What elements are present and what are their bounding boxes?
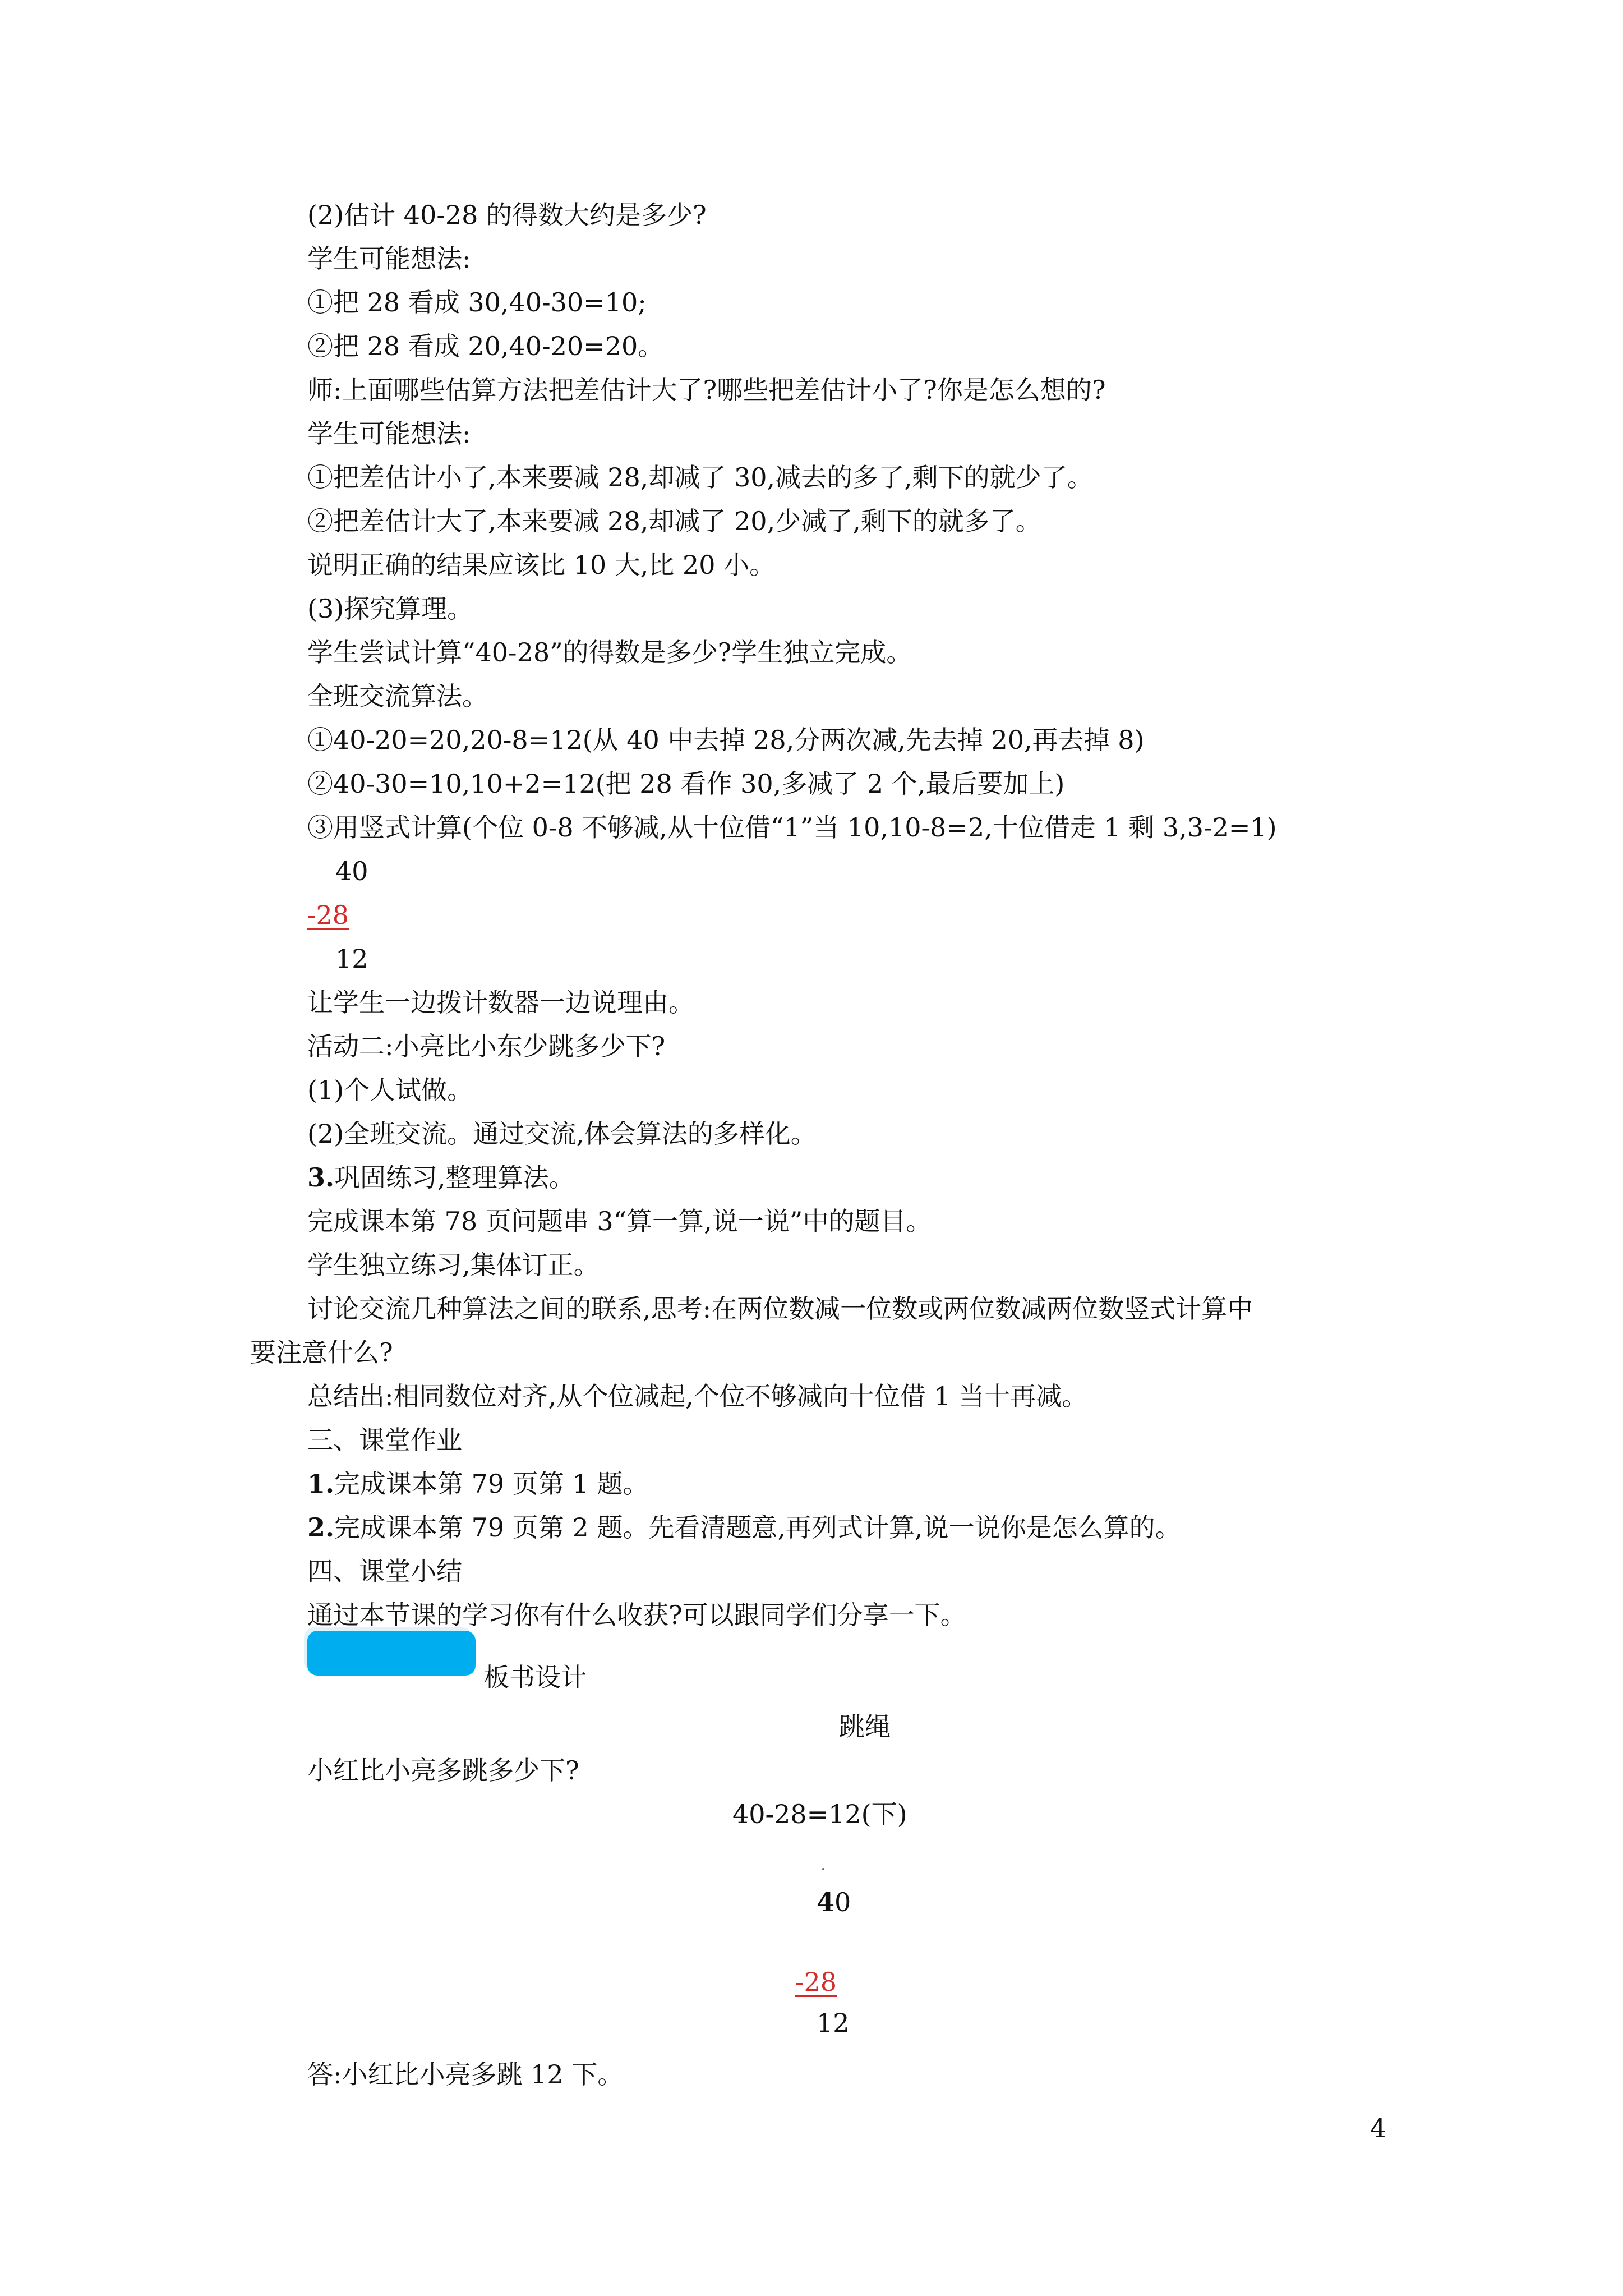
text-line: ③用竖式计算(个位 0-8 不够减,从十位借“1”当 10,10-8=2,十位借走 1 剩 3,3-2=1) [307, 812, 1277, 843]
item-text: 完成课本第 79 页第 1 题。 [334, 1469, 649, 1499]
borrow-digit: 4 [817, 1887, 835, 1917]
text-line: ①把差估计小了,本来要减 28,却减了 30,减去的多了,剩下的就少了。 [307, 462, 1093, 493]
item-text: 完成课本第 79 页第 2 题。先看清题意,再列式计算,说一说你是怎么算的。 [334, 1512, 1181, 1543]
board-vertical-minuend [817, 1887, 851, 1918]
item-number: 1. [307, 1469, 335, 1499]
text-line: 全班交流算法。 [307, 681, 488, 711]
minuend-ones: 0 [834, 1887, 851, 1917]
text-line: 说明正确的结果应该比 10 大,比 20 小。 [307, 550, 776, 580]
vertical-minuend: 40 [335, 856, 368, 886]
numbered-line [307, 1162, 575, 1193]
text-line: ②40-30=10,10+2=12(把 28 看作 30,多减了 2 个,最后要加上) [307, 769, 1065, 799]
board-equation: 40-28=12(下) [732, 1799, 907, 1829]
text-line: ②把差估计大了,本来要减 28,却减了 20,少减了,剩下的就多了。 [307, 506, 1041, 536]
text-line: 完成课本第 78 页问题串 3“算一算,说一说”中的题目。 [307, 1206, 932, 1236]
text-line: ①40-20=20,20-8=12(从 40 中去掉 28,分两次减,先去掉 20,再去掉 8) [307, 725, 1145, 755]
vertical-subtrahend: -28 [307, 900, 349, 930]
item-number: 3. [307, 1162, 335, 1193]
text-line: 学生尝试计算“40-28”的得数是多少?学生独立完成。 [307, 637, 912, 668]
text-line: 总结出:相同数位对齐,从个位减起,个位不够减向十位借 1 当十再减。 [307, 1381, 1088, 1411]
text-line: 通过本节课的学习你有什么收获?可以跟同学们分享一下。 [307, 1600, 966, 1630]
text-line: 师:上面哪些估算方法把差估计大了?哪些把差估计小了?你是怎么想的? [307, 375, 1106, 405]
text-line: 要注意什么? [250, 1337, 393, 1368]
vertical-result: 12 [335, 944, 368, 974]
board-design-badge [307, 1631, 476, 1676]
page-number: 4 [1370, 2113, 1387, 2143]
text-line: (1)个人试做。 [307, 1075, 473, 1105]
text-line: (2)估计 40-28 的得数大约是多少? [307, 200, 707, 230]
board-answer: 答:小红比小亮多跳 12 下。 [307, 2059, 624, 2090]
text-line: (2)全班交流。通过交流,体会算法的多样化。 [307, 1119, 817, 1149]
text-line: 学生可能想法: [307, 418, 471, 449]
board-section-label: 板书设计 [483, 1662, 587, 1692]
text-line: 讨论交流几种算法之间的联系,思考:在两位数减一位数或两位数减两位数竖式计算中 [307, 1294, 1253, 1324]
section-heading: 四、课堂小结 [307, 1556, 462, 1586]
board-question: 小红比小亮多跳多少下? [307, 1755, 579, 1786]
board-title: 跳绳 [839, 1711, 891, 1742]
text-line: 让学生一边拨计数器一边说理由。 [307, 987, 694, 1018]
section-heading: 三、课堂作业 [307, 1425, 462, 1455]
text-line: ①把 28 看成 30,40-30=10; [307, 287, 647, 318]
item-number: 2. [307, 1512, 335, 1543]
numbered-line [307, 1512, 1181, 1543]
text-line: (3)探究算理。 [307, 593, 473, 624]
item-text: 巩固练习,整理算法。 [334, 1162, 575, 1193]
numbered-line [307, 1468, 648, 1499]
text-line: 学生可能想法: [307, 243, 471, 274]
borrow-dot [822, 1868, 824, 1870]
text-line: 学生独立练习,集体订正。 [307, 1250, 600, 1280]
text-line: 活动二:小亮比小东少跳多少下? [307, 1031, 666, 1061]
text-line: ②把 28 看成 20,40-20=20。 [307, 331, 664, 361]
board-vertical-result: 12 [817, 2008, 850, 2038]
board-vertical-subtrahend: -28 [795, 1967, 837, 1997]
